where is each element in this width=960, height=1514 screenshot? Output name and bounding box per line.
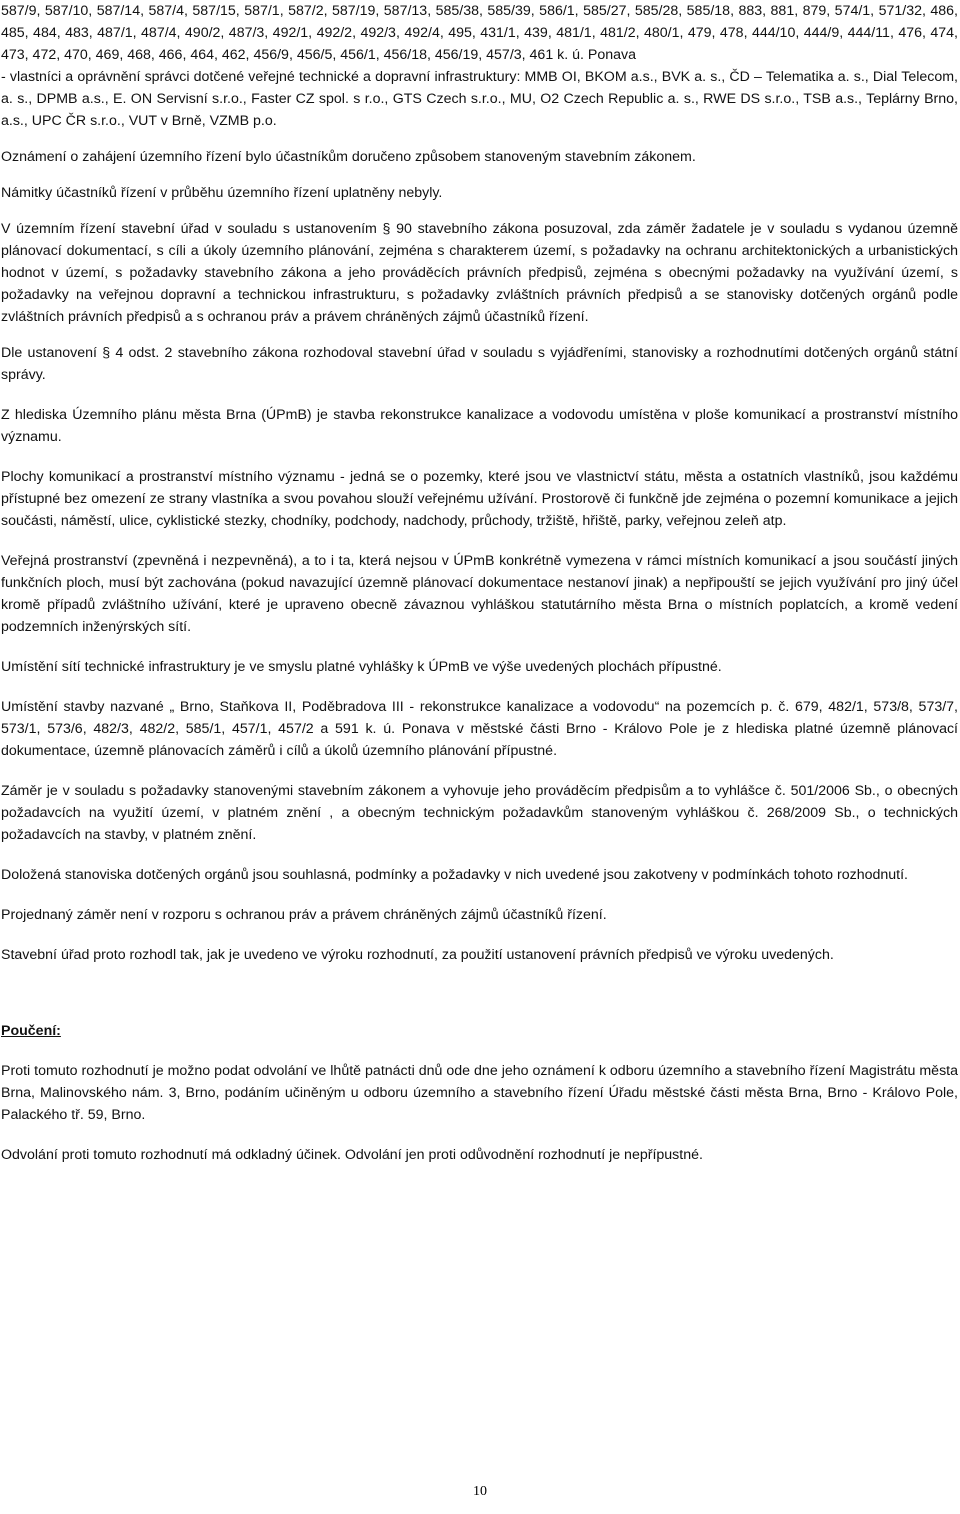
networks-paragraph: Umístění sítí technické infrastruktury je ve smyslu platné vyhlášky k ÚPmB ve výše uvedených plochách přípustné. (1, 659, 722, 675)
appeal-paragraph: Proti tomuto rozhodnutí je možno podat odvolání ve lhůtě patnácti dnů ode dne jeho oznámení k odboru územního a stavebního řízení Magistrátu města Brna, Malinovského nám. 3, Brno, podáním učiněným u odboru územního a stavebního řízení Úřadu městské části města Brna, Brno - Královo Pole, Palackého tř. 59, Brno. (1, 1063, 958, 1123)
section-spacer (1, 966, 958, 1020)
plochy-paragraph: Plochy komunikací a prostranství místního významu - jedná se o pozemky, které jsou ve vlastnictví státu, města a ostatních vlastníků, jsou každému přístupné bez omezení ze strany vlastníka a svou povahou slouží veřejnému užívání. Prostorově či funkčně jde zejména o pozemní komunikace a jejich součásti, náměstí, ulice, cyklistické stezky, chodníky, podchody, nadchody, průchody, tržiště, hřiště, parky, veřejnou zeleň atp. (1, 469, 958, 529)
opinions-paragraph: Doložená stanoviska dotčených orgánů jsou souhlasná, podmínky a požadavky v nich uvedené jsou zakotveny v podmínkách tohoto rozhodnutí. (1, 867, 908, 883)
rights-paragraph: Projednaný záměr není v rozporu s ochranou práv a právem chráněných zájmů účastníků řízení. (1, 907, 607, 923)
assessment-paragraph: V územním řízení stavební úřad v souladu s ustanovením § 90 stavebního zákona posuzoval, zda záměr žadatele je v souladu s vydanou územně plánovací dokumentací, s cíli a úkoly územního plánování, zejména s charakterem území, s požadavky na ochranu architektonických a urbanistických hodnot v území, s požadavky stavebního zákona a jeho prováděcích právních předpisů, zejména s obecnými požadavky na využívání území, s požadavky na veřejnou dopravní a technickou infrastrukturu, s požadavky zvláštních právních předpisů a se stanovisky dotčených orgánů podle zvláštních právních předpisů a s ochranou práv a právem chráněných zájmů účastníků řízení. (1, 221, 958, 325)
appeal-effect-paragraph: Odvolání proti tomuto rozhodnutí má odkladný účinek. Odvolání jen proti odůvodnění rozhodnutí je nepřípustné. (1, 1147, 703, 1163)
page-number: 10 (473, 1484, 487, 1499)
notice-delivery-paragraph: Oznámení o zahájení územního řízení bylo účastníkům doručeno způsobem stanoveným stavebním zákonem. (1, 149, 696, 165)
construction-placement-paragraph: Umístění stavby nazvané „ Brno, Staňkova II, Poděbradova III - rekonstrukce kanalizace a vodovodu“ na pozemcích p. č. 679, 482/1, 573/8, 573/7, 573/1, 573/6, 482/3, 482/2, 585/1, 457/1, 457/2 a 591 k. ú. Ponava v městské části Brno - Královo Pole je z hlediska platné územně plánovací dokumentace, územně plánovacích záměrů i cílů a úkolů územního plánování přípustné. (1, 699, 958, 759)
parcel-list-paragraph: 587/9, 587/10, 587/14, 587/4, 587/15, 587/1, 587/2, 587/19, 587/13, 585/38, 585/39, 586/1, 585/27, 585/28, 585/18, 883, 881, 879, 574/1, 571/32, 486, 485, 484, 483, 487/1, 487/4, 490/2, 487/3, 492/1, 492/2, 492/3, 492/4, 495, 431/1, 439, 481/1, 481/2, 480/1, 479, 478, 444/10, 444/9, 444/11, 476, 474, 473, 472, 470, 469, 468, 466, 464, 462, 456/9, 456/5, 456/1, 456/18, 456/19, 457/3, 461 k. ú. Ponava (1, 3, 958, 63)
conclusion-paragraph: Stavební úřad proto rozhodl tak, jak je uvedeno ve výroku rozhodnutí, za použití ustanovení právních předpisů ve výroku uvedených. (1, 947, 834, 963)
public-spaces-paragraph: Veřejná prostranství (zpevněná i nezpevněná), a to i ta, která nejsou v ÚPmB konkrétně vymezena v rámci místních komunikací a jsou součástí jiných funkčních ploch, musí být zachována (pokud navazující územně plánovací dokumentace nestanoví jinak) a nepřipouští se jejich využívání pro jiný účel kromě případů zvláštního užívání, které je upraveno obecně závaznou vyhláškou statutárního města Brna o místních poplatcích, a kromě vedení podzemních inženýrských sítí. (1, 553, 958, 635)
infrastructure-owners-paragraph: - vlastníci a oprávnění správci dotčené veřejné technické a dopravní infrastruktury: MMB OI, BKOM a.s., BVK a. s., ČD – Telematika a. s., Dial Telecom, a. s., DPMB a.s., E. ON Servisní s.r.o., Faster CZ spol. s r.o., GTS Czech s.r.o., MU, O2 Czech Republic a. s., RWE DS s.r.o., TSB a.s., Teplárny Brno, a.s., UPC ČR s.r.o., VUT v Brně, VZMB p.o. (1, 69, 958, 129)
decided-paragraph: Dle ustanovení § 4 odst. 2 stavebního zákona rozhodoval stavební úřad v souladu s vyjádřeními, stanovisky a rozhodnutími dotčených orgánů státní správy. (1, 345, 958, 383)
compliance-paragraph: Záměr je v souladu s požadavky stanovenými stavebním zákonem a vyhovuje jeho prováděcím předpisům a to vyhlášce č. 501/2006 Sb., o obecných požadavcích na využití území, v platném znění , a obecným technickým požadavkům stanoveným vyhláškou č. 268/2009 Sb., o technických požadavcích na stavby, v platném znění. (1, 783, 958, 843)
objections-paragraph: Námitky účastníků řízení v průběhu územního řízení uplatněny nebyly. (1, 185, 443, 201)
instruction-heading: Poučení: (1, 1023, 61, 1039)
upmb-paragraph: Z hlediska Územního plánu města Brna (ÚPmB) je stavba rekonstrukce kanalizace a vodovodu umístěna v ploše komunikací a prostranství místního významu. (1, 407, 958, 445)
